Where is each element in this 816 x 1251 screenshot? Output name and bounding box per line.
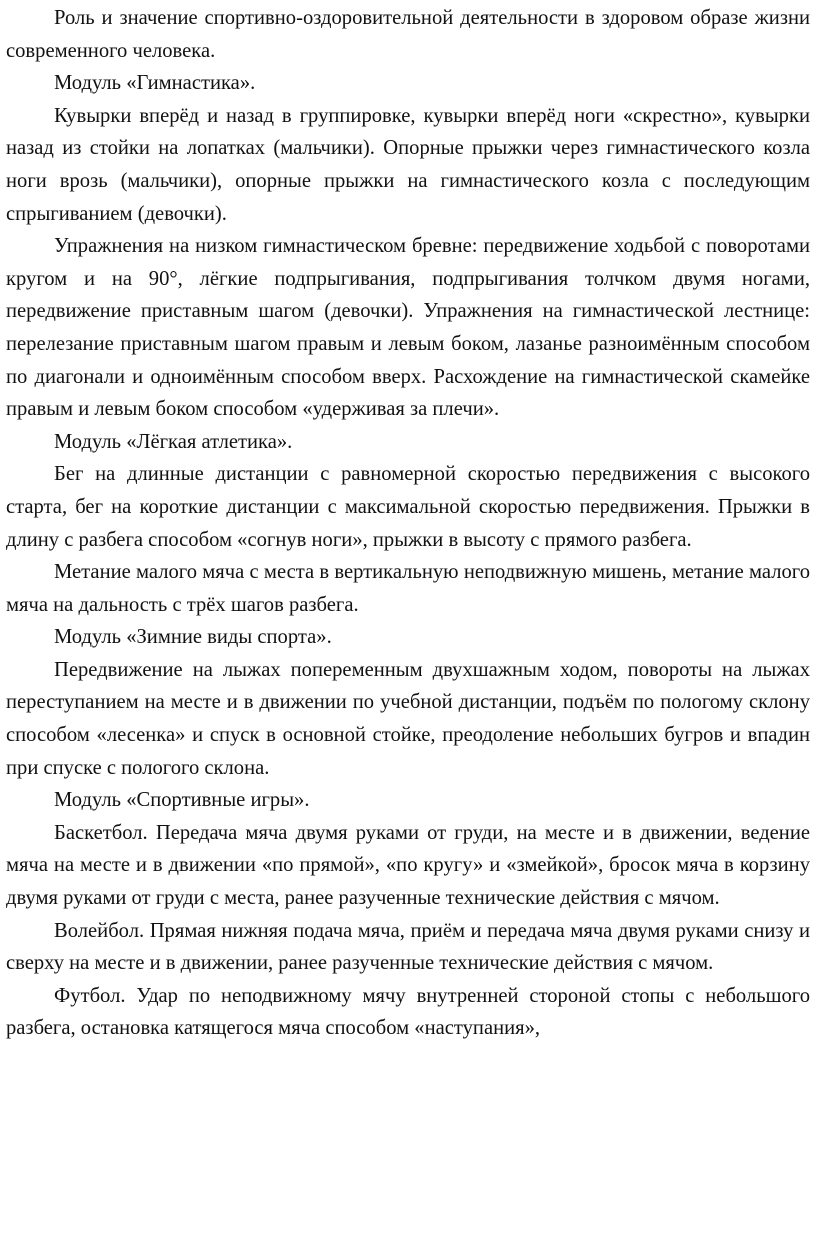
paragraph-gymnastics-beam: Упражнения на низком гимнастическом бревне: передвижение ходьбой с поворотами кругом и на 90°, лёгкие подпрыгивания, подпрыгивания толчком двумя ногами, передвижение приставным шагом (девочки). Упражнения на гимнастической лестнице: перелезание приставным шагом правым и левым боком, лазанье разноимённым способом по диагонали и одноимённым способом вверх. Расхождение на гимнастической скамейке правым и левым боком способом «удерживая за плечи». [6, 235, 810, 421]
paragraph-winter-skiing: Передвижение на лыжах попеременным двухшажным ходом, повороты на лыжах переступанием на месте и в движении по учебной дистанции, подъём по пологому склону способом «лесенка» и спуск в основной стойке, преодоление небольших бугров и впадин при спуске с пологого склона. [6, 658, 810, 779]
paragraph-basketball: Баскетбол. Передача мяча двумя руками от груди, на месте и в движении, ведение мяча на месте и в движении «по прямой», «по кругу» и «змейкой», бросок мяча в корзину двумя руками от груди с места, ранее разученные технические действия с мячом. [6, 821, 810, 910]
paragraph-athletics-throwing: Метание малого мяча с места в вертикальную неподвижную мишень, метание малого мяча на дальность с трёх шагов разбега. [6, 561, 810, 616]
module-heading-gymnastics: Модуль «Гимнастика». [54, 72, 256, 95]
module-heading-winter-sports: Модуль «Зимние виды спорта». [54, 626, 332, 649]
module-heading-sports-games: Модуль «Спортивные игры». [54, 789, 310, 812]
paragraph-gymnastics-rolls: Кувырки вперёд и назад в группировке, кувырки вперёд ноги «скрестно», кувырки назад из стойки на лопатках (мальчики). Опорные прыжки через гимнастического козла ноги врозь (мальчики), опорные прыжки на гимнастического козла с последующим спрыгиванием (девочки). [6, 104, 810, 225]
paragraph-volleyball: Волейбол. Прямая нижняя подача мяча, приём и передача мяча двумя руками снизу и сверху на месте и в движении, ранее разученные технические действия с мячом. [6, 919, 810, 975]
paragraph-athletics-running: Бег на длинные дистанции с равномерной скоростью передвижения с высокого старта, бег на короткие дистанции с максимальной скоростью передвижения. Прыжки в длину с разбега способом «согнув ноги», прыжки в высоту с прямого разбега. [6, 463, 810, 551]
module-heading-athletics: Модуль «Лёгкая атлетика». [54, 430, 293, 453]
paragraph-intro: Роль и значение спортивно-оздоровительной деятельности в здоровом образе жизни современного человека. [6, 7, 810, 62]
paragraph-football: Футбол. Удар по неподвижному мячу внутренней стороной стопы с небольшого разбега, остановка катящегося мяча способом «наступания», [6, 984, 810, 1040]
